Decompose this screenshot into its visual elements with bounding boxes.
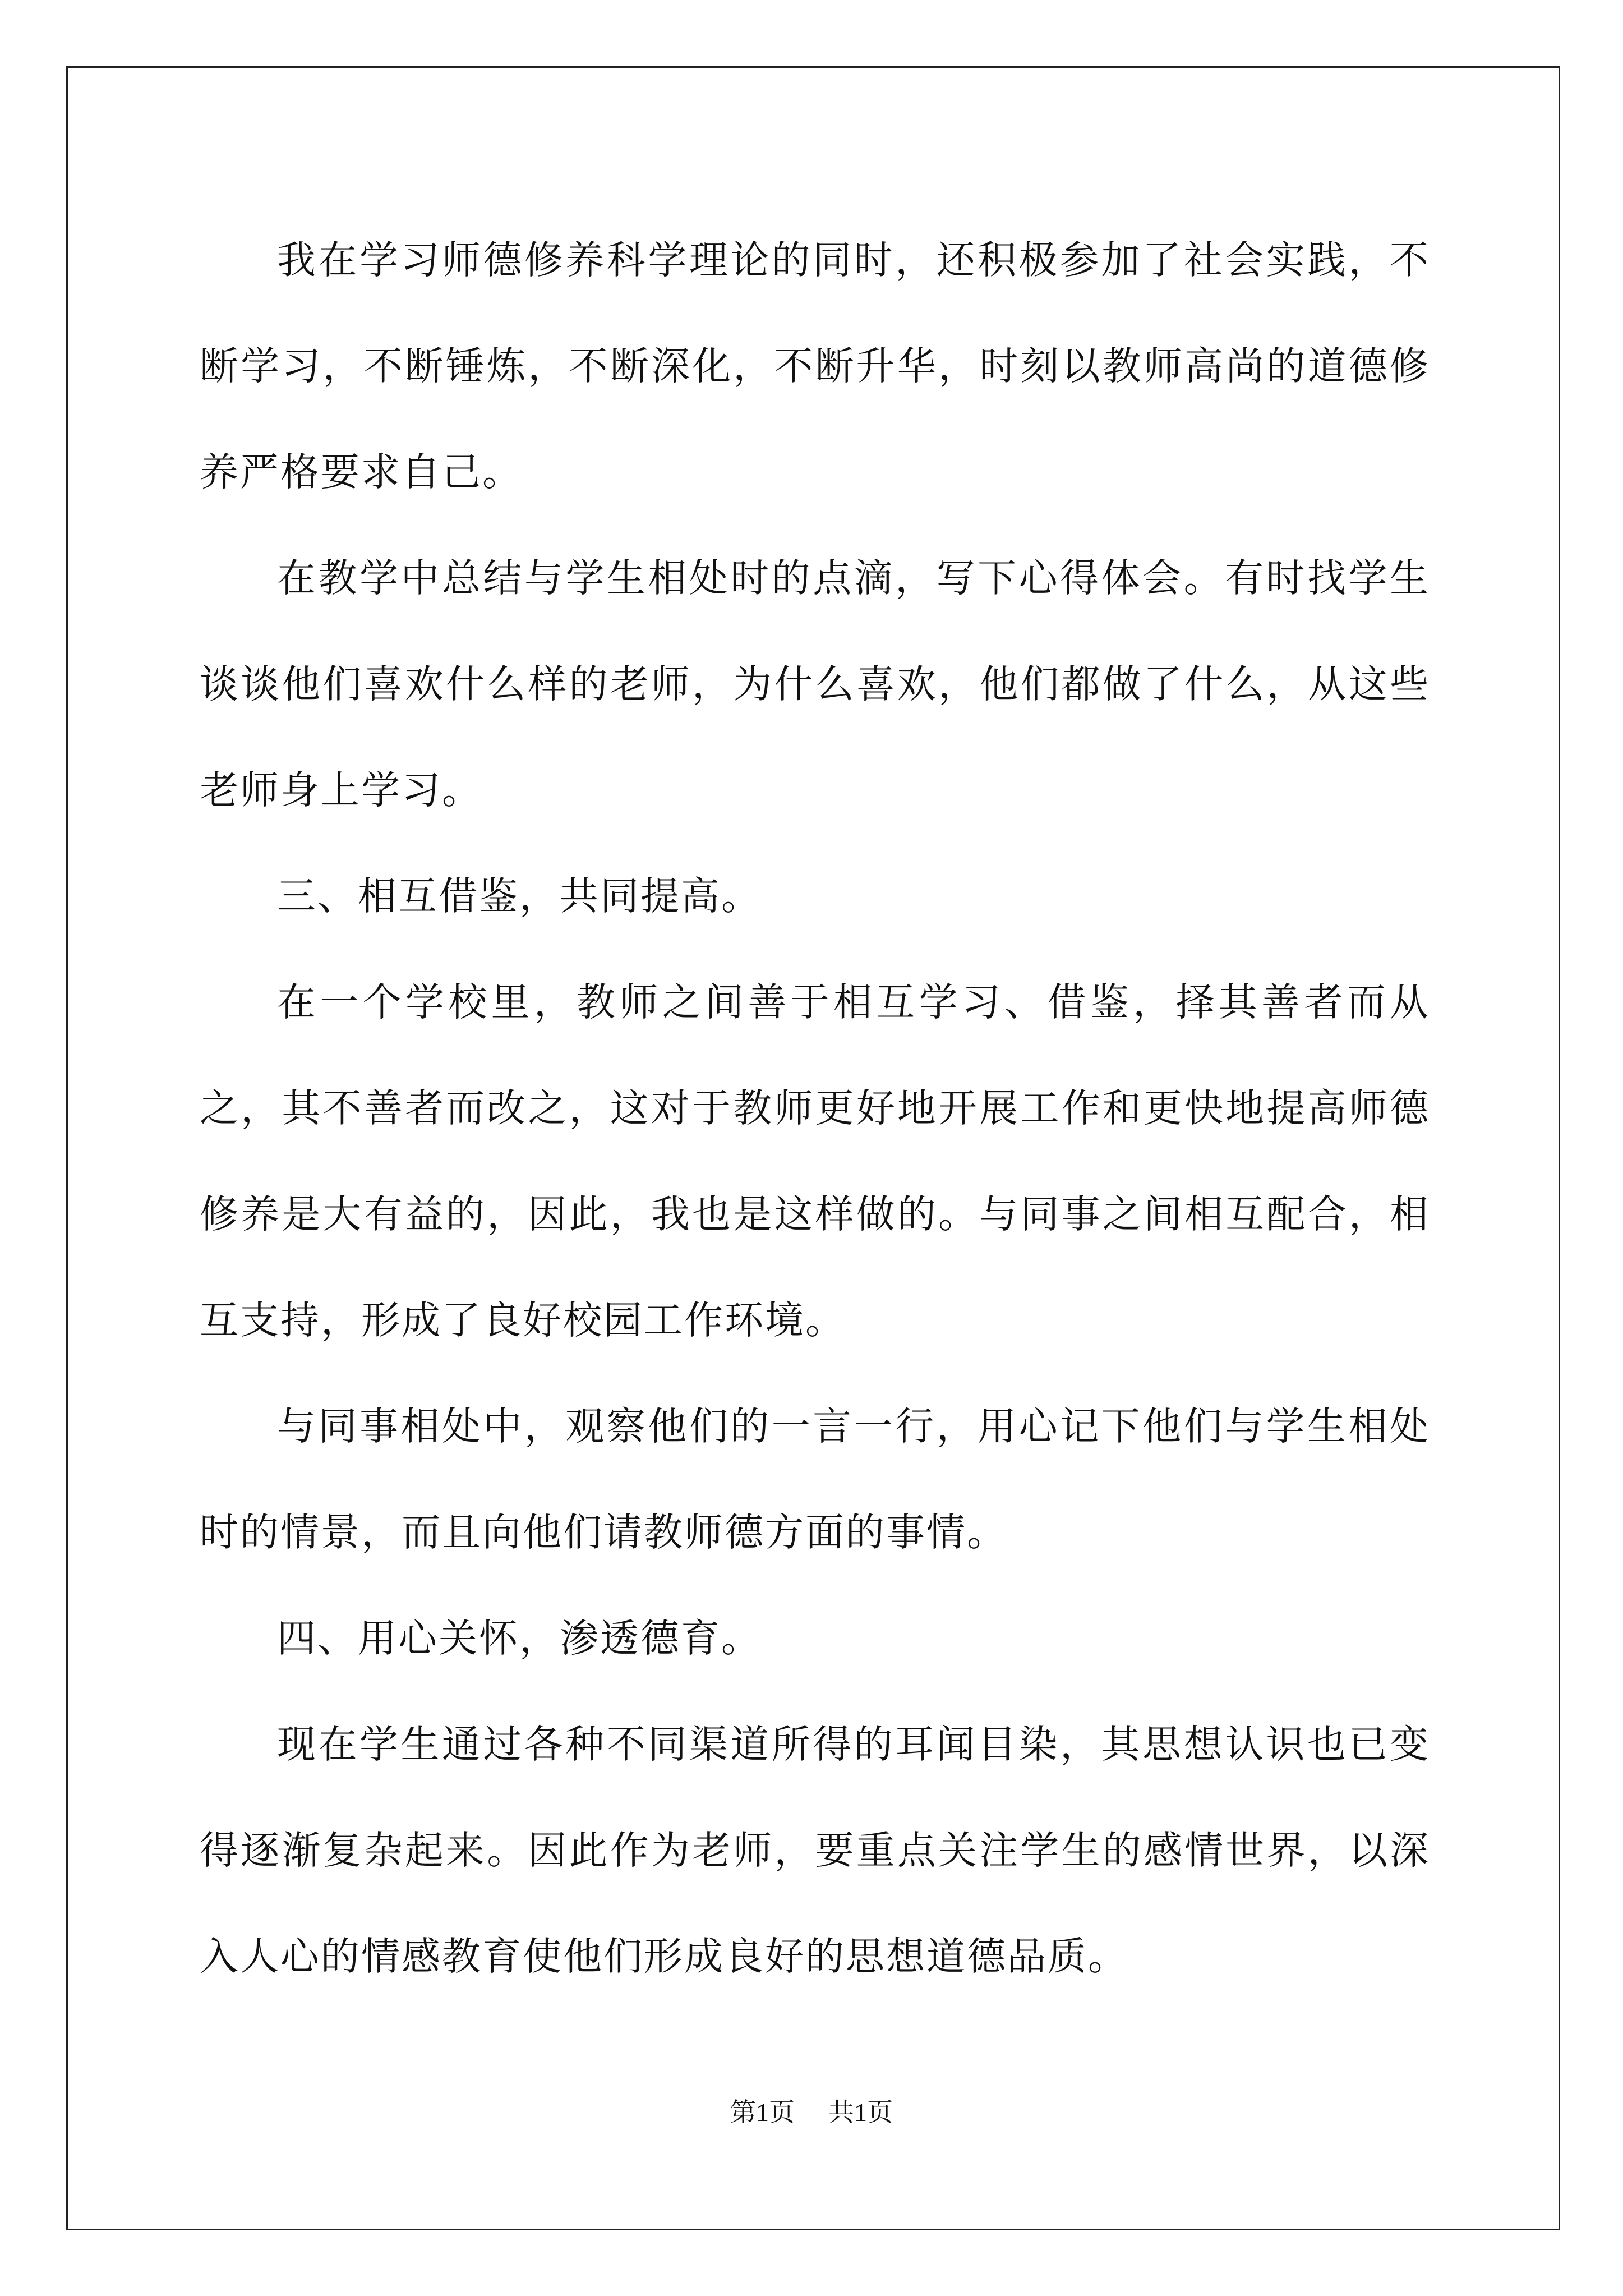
- document-body: [200, 208, 1430, 2010]
- paragraph-7: 现在学生通过各种不同渠道所得的耳闻目染，其思想认识也已变得逐渐复杂起来。因此作为老师，要重点关注学生的感情世界，以深入人心的情感教育使他们形成良好的思想道德品质。: [200, 1722, 1430, 1979]
- section-heading-4: 四、用心关怀，渗透德育。: [277, 1616, 762, 1661]
- paragraph-5: 与同事相处中，观察他们的一言一行，用心记下他们与学生相处时的情景，而且向他们请教师德方面的事情。: [200, 1404, 1430, 1555]
- paragraph-2: 在教学中总结与学生相处时的点滴，写下心得体会。有时找学生谈谈他们喜欢什么样的老师，为什么喜欢，他们都做了什么，从这些老师身上学习。: [200, 556, 1430, 813]
- paragraph-1: 我在学习师德修养科学理论的同时，还积极参加了社会实践，不断学习，不断锤炼，不断深化，不断升华，时刻以教师高尚的道德修养严格要求自己。: [200, 238, 1430, 495]
- page-number: 第1页: [730, 2098, 795, 2127]
- paragraph-4: 在一个学校里，教师之间善于相互学习、借鉴，择其善者而从之，其不善者而改之，这对于教师更好地开展工作和更快地提高师德修养是大有益的，因此，我也是这样做的。与同事之间相互配合，相互支持，形成了良好校园工作环境。: [200, 980, 1430, 1343]
- page-footer: [0, 2096, 1623, 2129]
- page-total: 共1页: [828, 2098, 893, 2127]
- section-heading-3: 三、相互借鉴，共同提高。: [277, 874, 762, 919]
